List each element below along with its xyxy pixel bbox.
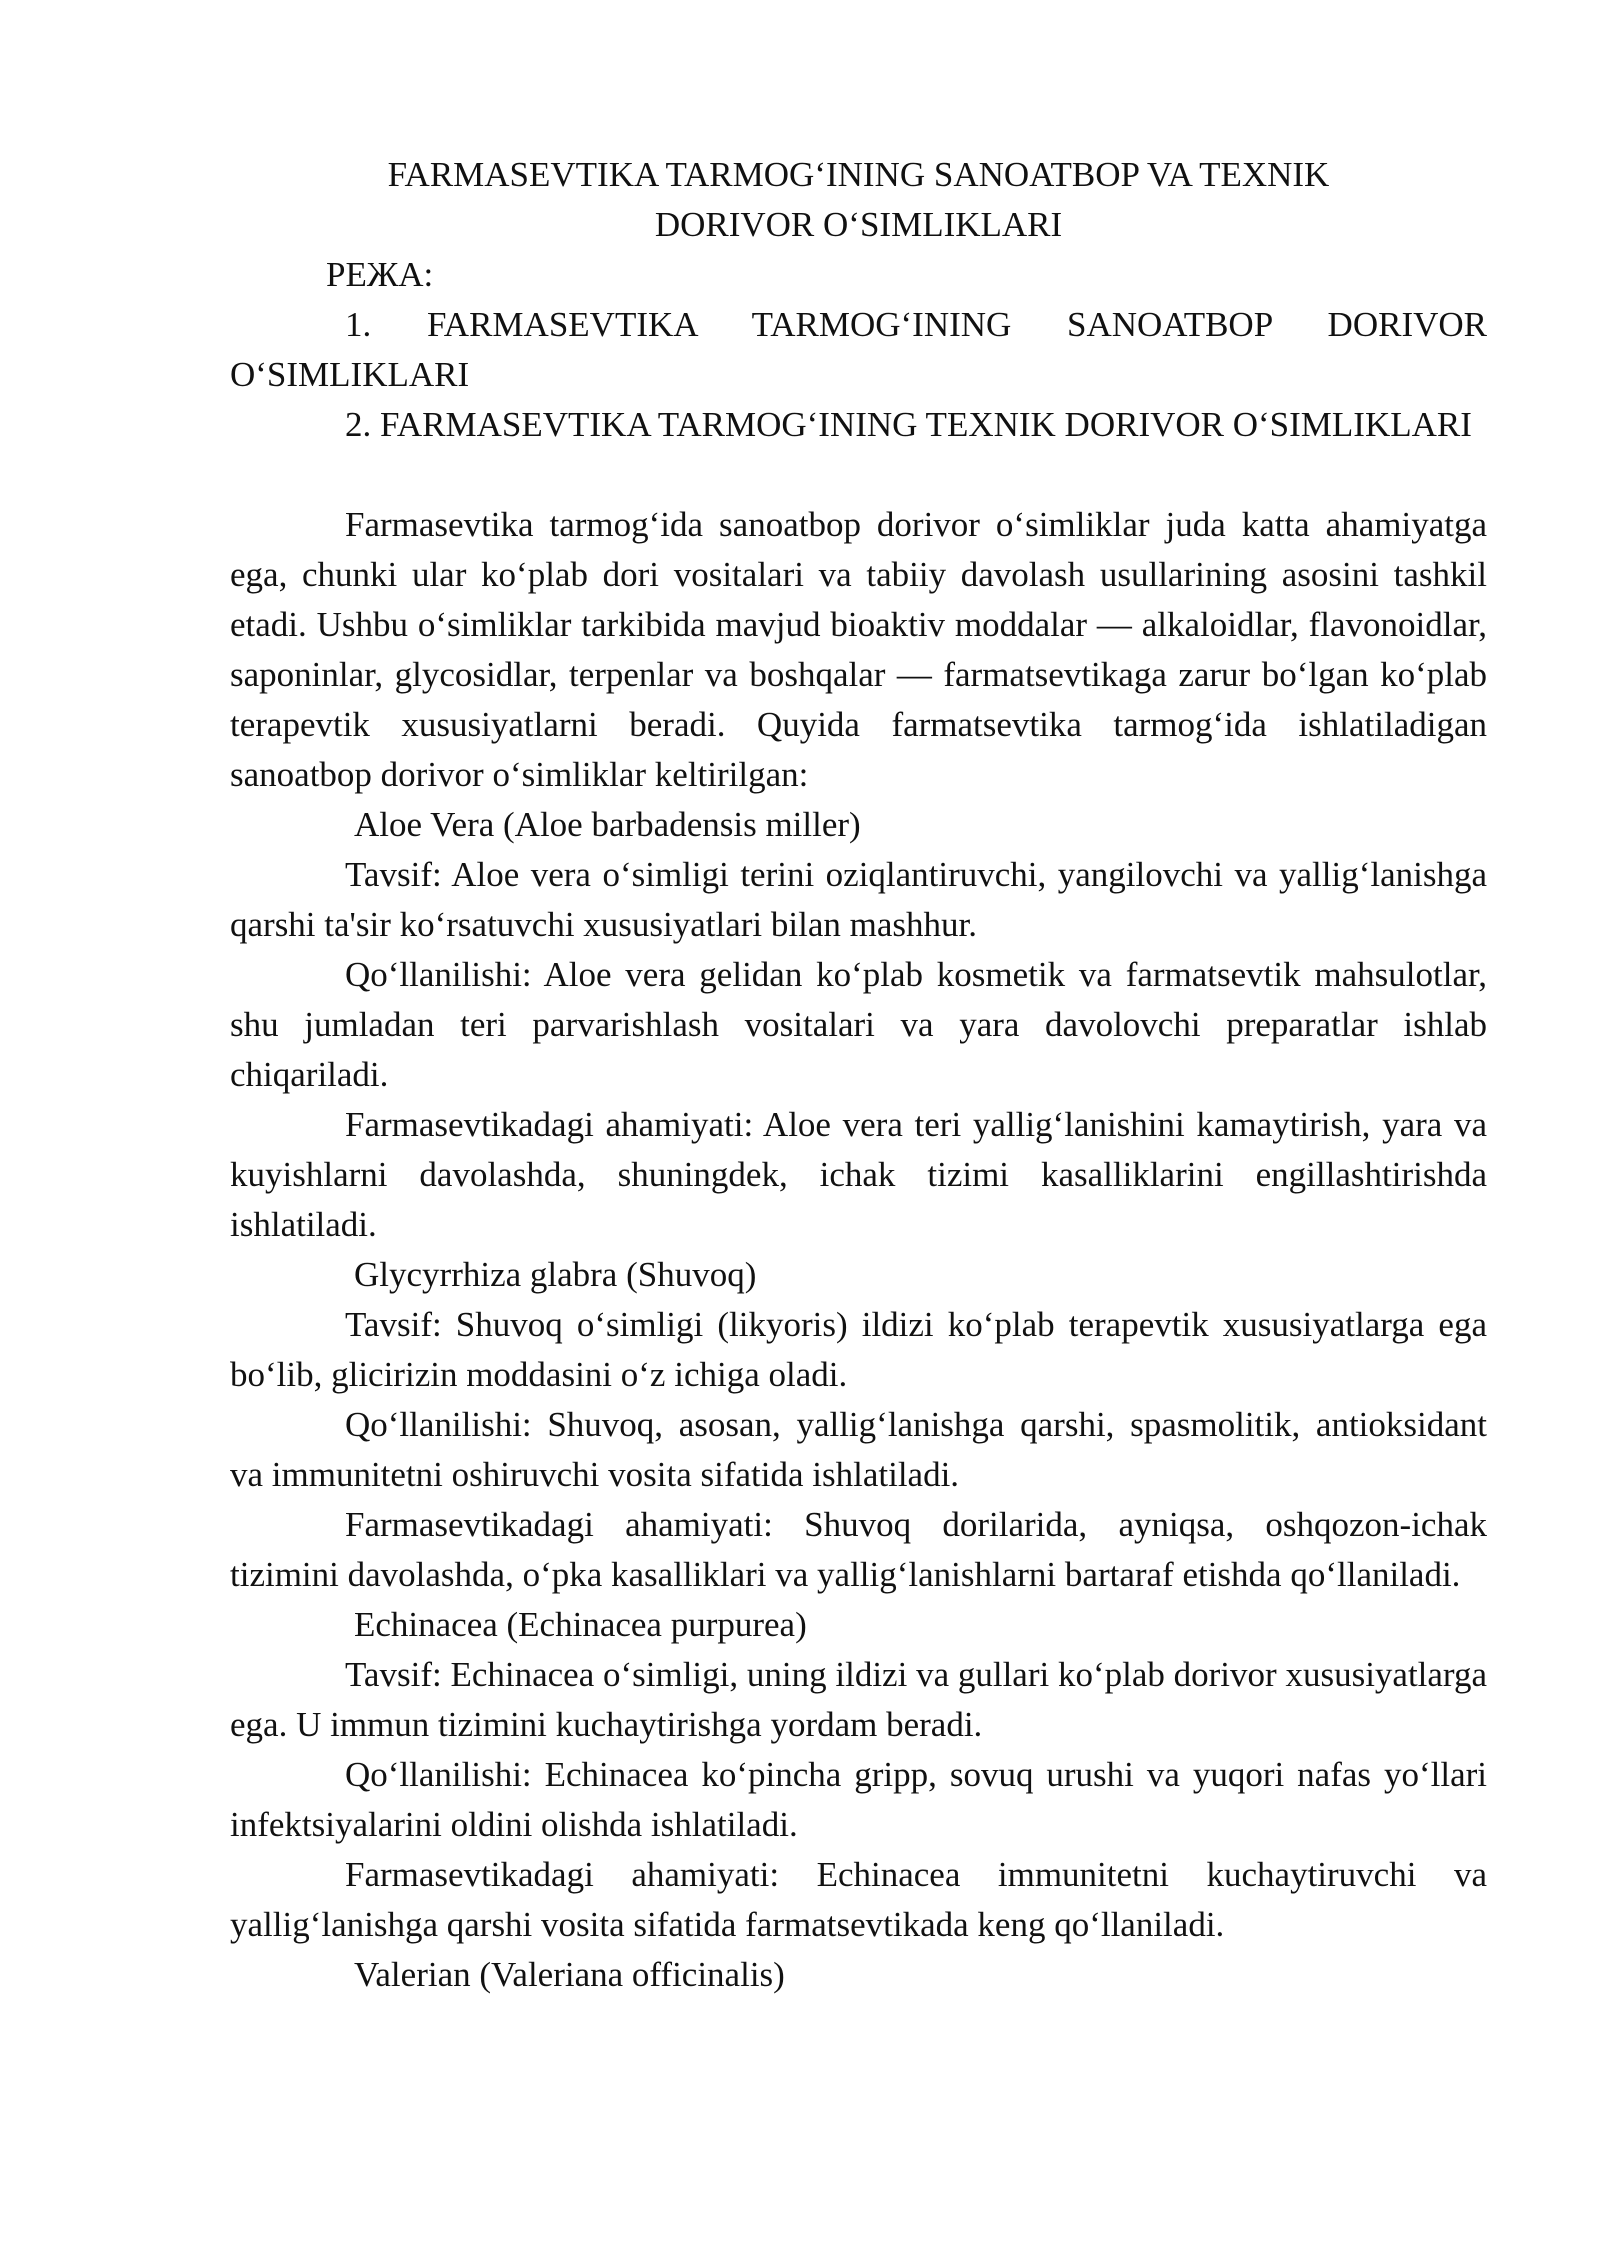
plant-description: Tavsif: Aloe vera o‘simligi terini oziqlantiruvchi, yangilovchi va yallig‘lanishga qarshi ta'sir ko‘rsatuvchi xususiyatlari bilan mashhur. [230, 855, 1487, 944]
document-title [230, 150, 1487, 250]
intro-paragraph: Farmasevtika tarmog‘ida sanoatbop dorivor o‘simliklar juda katta ahamiyatga ega, chunki ular ko‘plab dori vositalari va tabiiy davolash usullarining asosini tashkil etadi. Ushbu o‘simliklar tarkibida mavjud bioaktiv moddalar — alkaloidlar, flavonoidlar, saponinlar, glycosidlar, terpenlar va boshqalar — farmatsevtikaga zarur bo‘lgan ko‘plab terapevtik xususiyatlarni beradi. Quyida farmatsevtika tarmog‘ida ishlatiladigan sanoatbop dorivor o‘simliklar keltirilgan: [230, 505, 1487, 794]
plant-heading-aloe: Aloe Vera (Aloe barbadensis miller) [354, 805, 861, 844]
plan-heading: РЕЖА: [326, 255, 434, 294]
plan-item-2: 2. FARMASEVTIKA TARMOG‘INING TEXNIK DORIVOR O‘SIMLIKLARI [345, 405, 1472, 444]
plant-heading-valerian: Valerian (Valeriana officinalis) [354, 1955, 785, 1994]
plan-item-1: 1. FARMASEVTIKA TARMOG‘INING SANOATBOP DORIVOR O‘SIMLIKLARI [230, 305, 1487, 394]
plant-importance: Farmasevtikadagi ahamiyati: Aloe vera teri yallig‘lanishini kamaytirish, yara va kuyishlarni davolashda, shuningdek, ichak tizimi kasalliklarini engillashtirishda ishlatiladi. [230, 1105, 1487, 1244]
title-line-2: DORIVOR O‘SIMLIKLARI [654, 205, 1063, 244]
title-line-1: FARMASEVTIKA TARMOG‘INING SANOATBOP VA TEXNIK [387, 155, 1330, 194]
plant-usage: Qo‘llanilishi: Aloe vera gelidan ko‘plab kosmetik va farmatsevtik mahsulotlar, shu jumladan teri parvarishlash vositalari va yara davolovchi preparatlar ishlab chiqariladi. [230, 955, 1487, 1094]
plant-importance: Farmasevtikadagi ahamiyati: Echinacea immunitetni kuchaytiruvchi va yallig‘lanishga qarshi vosita sifatida farmatsevtikada keng qo‘llaniladi. [230, 1855, 1487, 1944]
plant-usage: Qo‘llanilishi: Shuvoq, asosan, yallig‘lanishga qarshi, spasmolitik, antioksidant va immunitetni oshiruvchi vosita sifatida ishlatiladi. [230, 1405, 1487, 1494]
plant-heading-echinacea: Echinacea (Echinacea purpurea) [354, 1605, 807, 1644]
plant-description: Tavsif: Echinacea o‘simligi, uning ildizi va gullari ko‘plab dorivor xususiyatlarga ega. U immun tizimini kuchaytirishga yordam beradi. [230, 1655, 1487, 1744]
plant-importance: Farmasevtikadagi ahamiyati: Shuvoq dorilarida, ayniqsa, oshqozon-ichak tizimini davolashda, o‘pka kasalliklari va yallig‘lanishlarni bartaraf etishda qo‘llaniladi. [230, 1505, 1487, 1594]
plant-usage: Qo‘llanilishi: Echinacea ko‘pincha gripp, sovuq urushi va yuqori nafas yo‘llari infektsiyalarini oldini olishda ishlatiladi. [230, 1755, 1487, 1844]
blank-line [230, 450, 1487, 500]
plant-heading-glycyrrhiza: Glycyrrhiza glabra (Shuvoq) [354, 1255, 757, 1294]
plant-description: Tavsif: Shuvoq o‘simligi (likyoris) ildizi ko‘plab terapevtik xususiyatlarga ega bo‘lib, glicirizin moddasini o‘z ichiga oladi. [230, 1305, 1487, 1394]
